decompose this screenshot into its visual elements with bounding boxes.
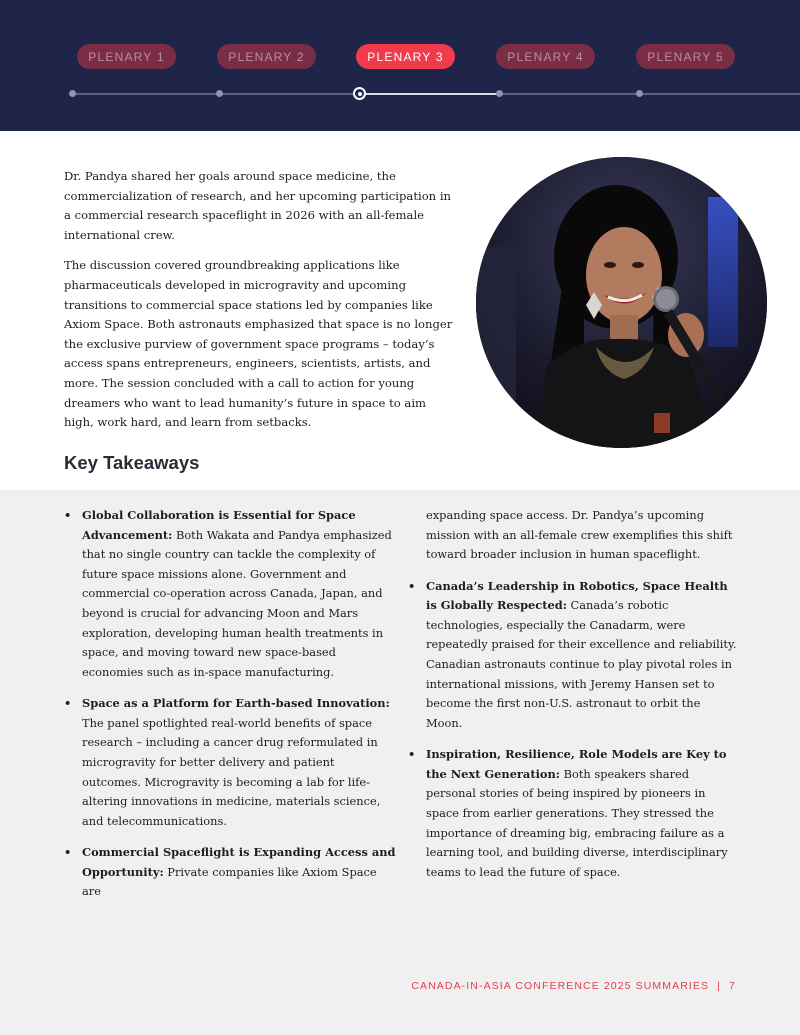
bullet: • — [408, 747, 416, 762]
speaker-photo — [476, 157, 767, 448]
takeaways-column-left — [64, 506, 396, 914]
tab-plenary-4[interactable]: PLENARY 4 — [496, 44, 595, 69]
intro-text — [64, 167, 459, 433]
takeaway-text: The panel spotlighted real-world benefits of space research – including a cancer drug reformulated in microgravity for better delivery and patient outcomes. Microgravity is becoming a lab for life-altering innovations in medicine, materials science, and telecommunications. — [82, 715, 381, 828]
footer-separator: | — [717, 980, 721, 992]
progress-track-active — [359, 93, 499, 95]
progress-dot-5[interactable] — [636, 90, 643, 97]
takeaway-heading: Space as a Platform for Earth-based Innovation: — [82, 696, 390, 711]
bullet: • — [408, 578, 416, 593]
tab-plenary-3[interactable]: PLENARY 3 — [356, 44, 455, 69]
takeaway-heading: Inspiration, Resilience, Role Models are Key to the Next Generation: — [426, 747, 727, 781]
progress-dot-2[interactable] — [216, 90, 223, 97]
plenary-nav-header — [0, 0, 800, 131]
takeaway-item-3-continuation: expanding space access. Dr. Pandya’s upcoming mission with an all-female crew exemplifies this shift toward broader inclusion in human spaceflight. — [426, 508, 733, 562]
speaker-photo-illustration — [476, 157, 767, 448]
intro-paragraph-1: Dr. Pandya shared her goals around space medicine, the commercialization of research, and her upcoming participation in a commercial research spaceflight in 2026 with an all-female international crew. — [64, 169, 451, 242]
takeaway-item-2 — [64, 694, 396, 831]
takeaway-item-4 — [408, 577, 740, 734]
takeaway-text: Both Wakata and Pandya emphasized that no single country can tackle the complexity of future space missions alone. Government and commercial co-operation across Canada, Japan, and beyond is crucial for advancing Moon and Mars exploration, developing human health treatments in space, and moving toward new space-based economies such as in-space manufacturing. — [82, 527, 392, 679]
bullet: • — [64, 845, 72, 860]
tab-plenary-5[interactable]: PLENARY 5 — [636, 44, 735, 69]
progress-dot-4[interactable] — [496, 90, 503, 97]
bullet: • — [64, 696, 72, 711]
takeaway-heading: Commercial Spaceflight is Expanding Access and Opportunity: — [82, 845, 396, 879]
takeaway-item-5 — [408, 745, 740, 882]
footer-title: CANADA-IN-ASIA CONFERENCE 2025 SUMMARIES — [411, 980, 710, 992]
takeaway-heading: Global Collaboration is Essential for Space Advancement: — [82, 508, 356, 542]
takeaway-text: Private companies like Axiom Space are — [82, 864, 377, 899]
tab-plenary-2[interactable]: PLENARY 2 — [217, 44, 316, 69]
takeaway-text: Both speakers shared personal stories of being inspired by pioneers in space from earlier generations. They stressed the importance of dreaming big, embracing failure as a learning tool, and building diverse, interdisciplinary teams to lead the future of space. — [426, 766, 728, 879]
intro-paragraph-2: The discussion covered groundbreaking applications like pharmaceuticals developed in microgravity and upcoming transitions to commercial space stations led by companies like Axiom Space. Both astronauts emphasized that space is no longer the exclusive purview of government space programs – today’s access spans entrepreneurs, engineers, scientists, artists, and more. The session concluded with a call to action for young dreamers who want to lead humanity’s future in space to aim high, work hard, and learn from setbacks. — [64, 258, 453, 430]
progress-dot-1[interactable] — [69, 90, 76, 97]
progress-dot-3-current[interactable] — [353, 87, 366, 100]
takeaway-item-3 — [64, 843, 396, 902]
bullet: • — [64, 508, 72, 522]
key-takeaways-heading: Key Takeaways — [64, 452, 200, 473]
page-footer — [411, 980, 736, 992]
takeaways-column-right — [408, 506, 740, 894]
tab-plenary-1[interactable]: PLENARY 1 — [77, 44, 176, 69]
page-number: 7 — [729, 980, 736, 992]
takeaway-text: Canada’s robotic technologies, especially the Canadarm, were repeatedly praised for their excellence and reliability. Canadian astronauts continue to play pivotal roles in international missions, with Jeremy Hansen set to become the first non-U.S. astronaut to orbit the Moon. — [426, 598, 737, 730]
takeaway-heading: Canada’s Leadership in Robotics, Space Health is Globally Respected: — [426, 578, 728, 613]
takeaway-item-1 — [64, 506, 396, 682]
